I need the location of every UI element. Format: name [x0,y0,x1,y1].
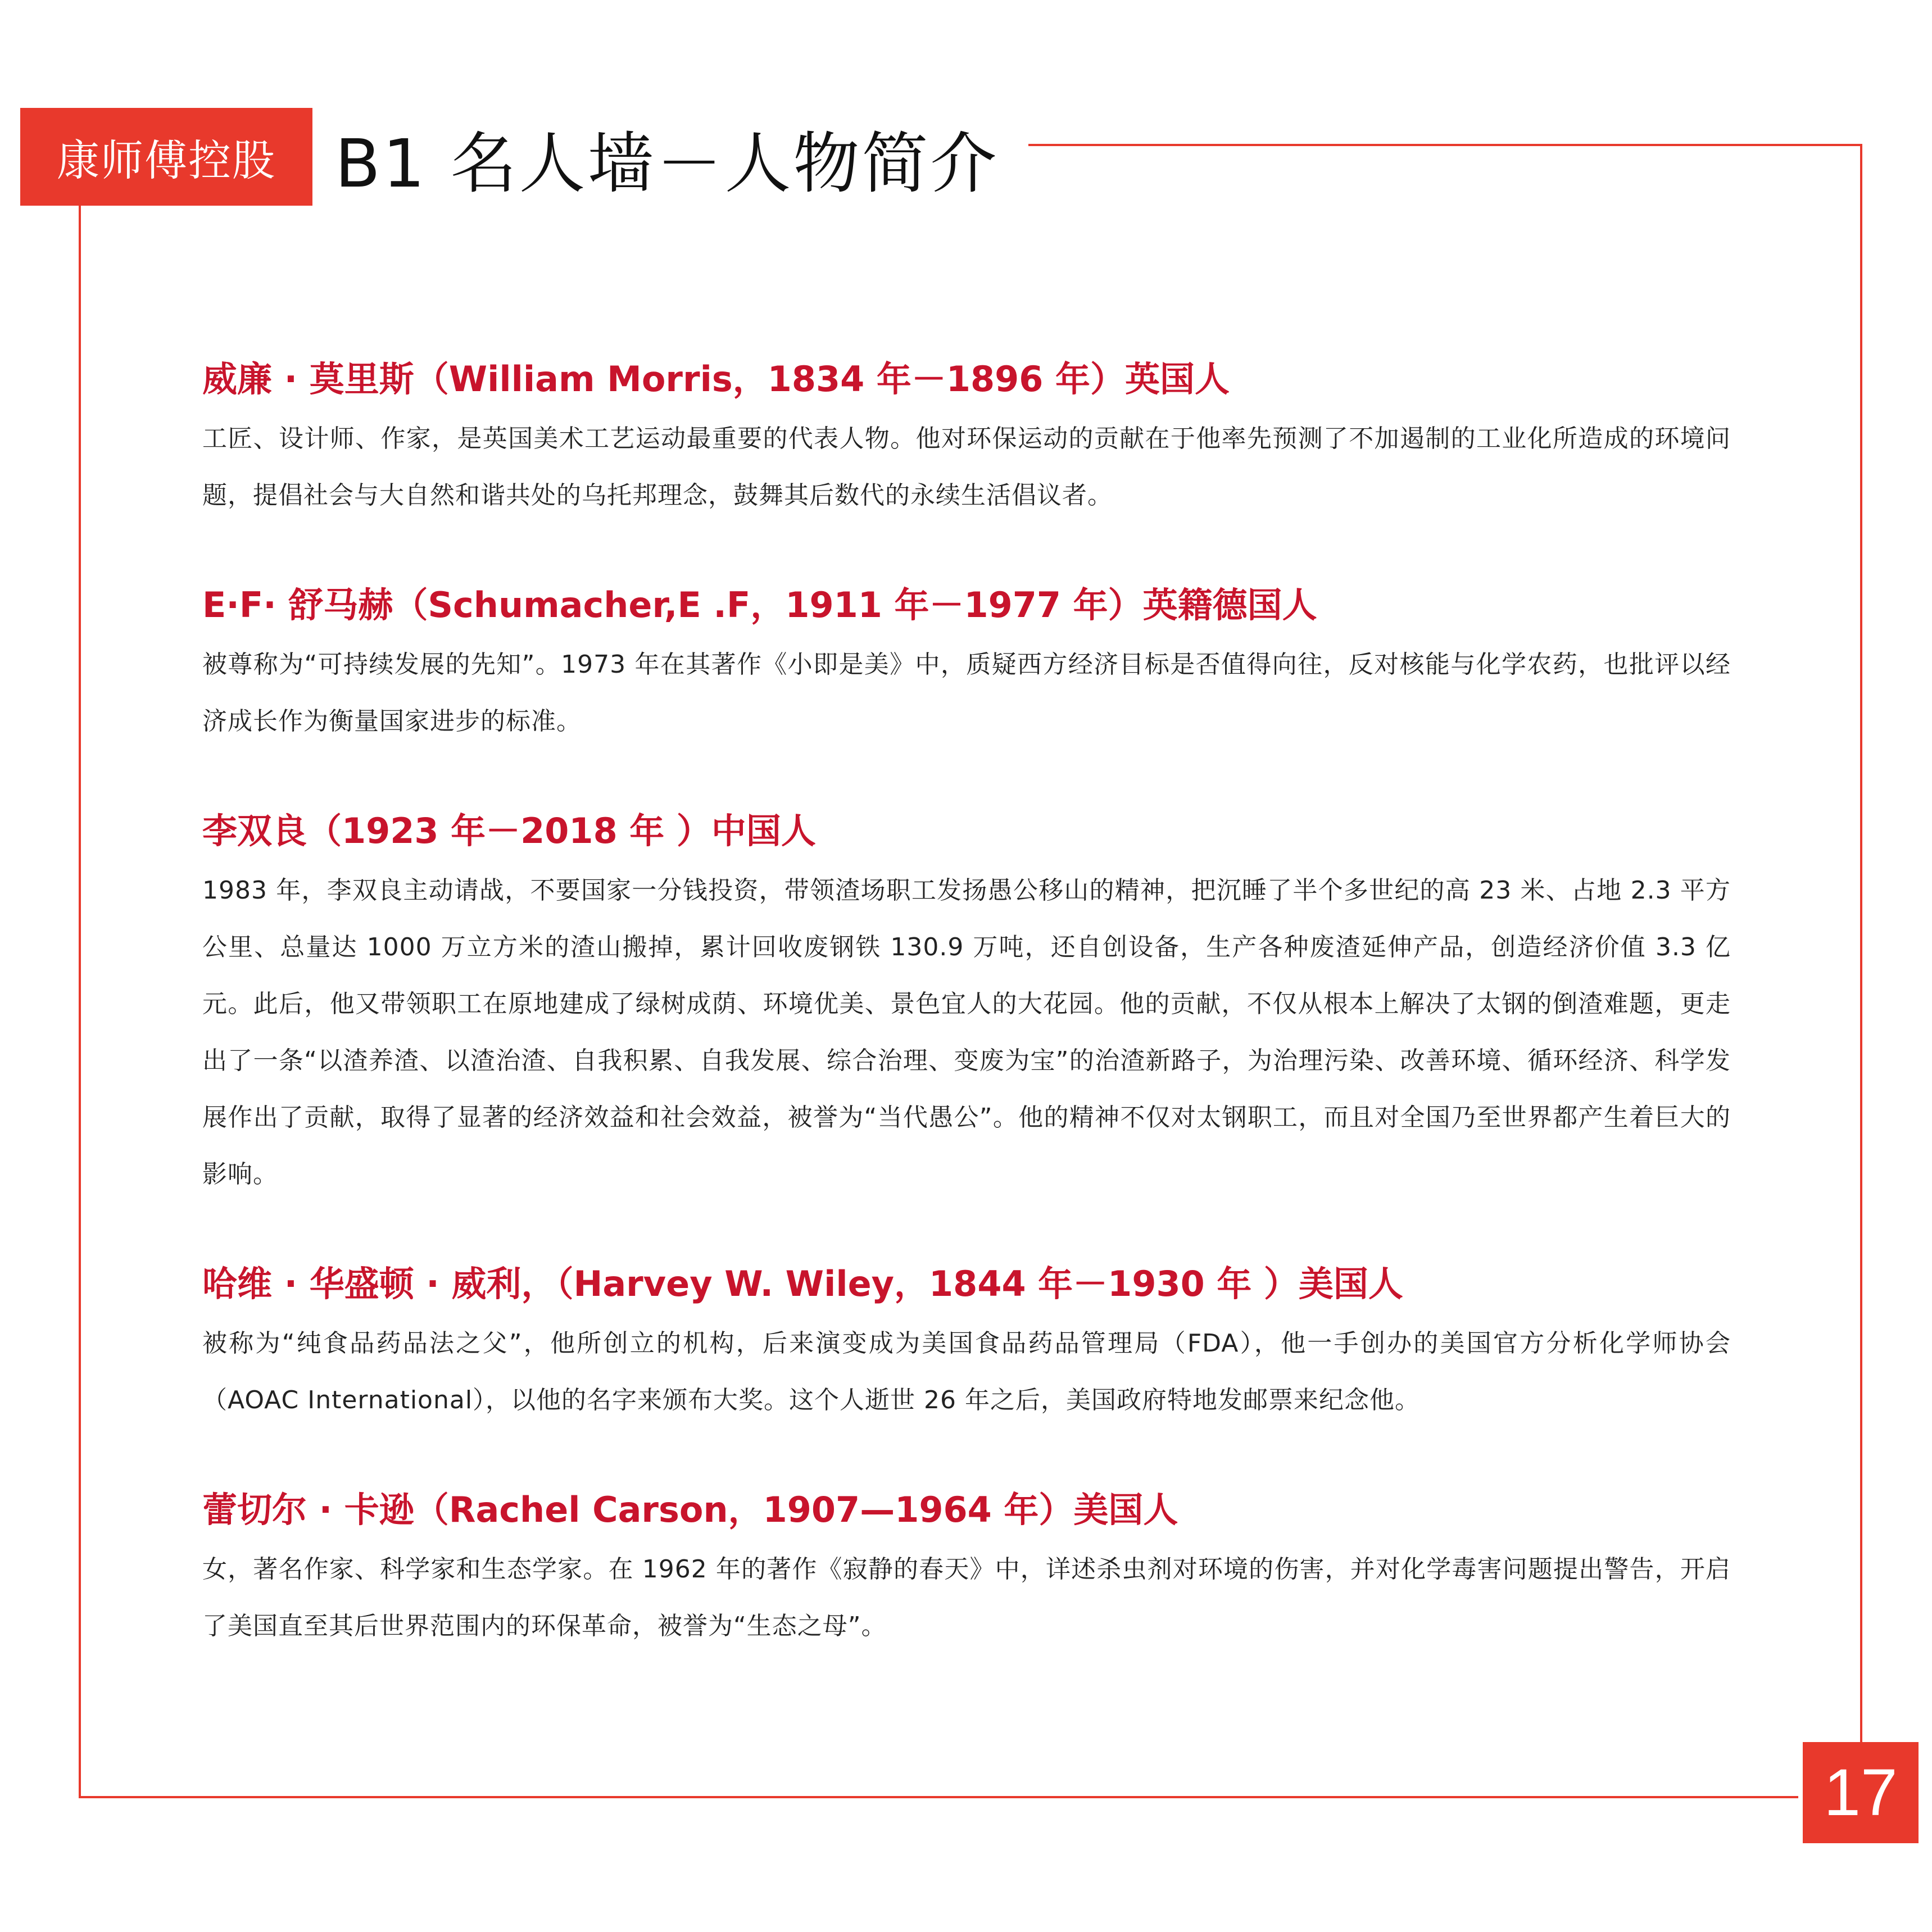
frame-top-line [1028,144,1862,146]
person-entry [202,800,1731,1203]
frame-left-line [79,206,81,1798]
person-entry [202,574,1731,750]
person-entry [202,1479,1731,1654]
person-body: 1983 年，李双良主动请战，不要国家一分钱投资，带领渣场职工发扬愚公移山的精神，把沉睡了半个多世纪的高 23 米、占地 2.3 平方公里、总量达 1000 万立方米的渣山搬掉，累计回收废钢铁 130.9 万吨，还自创设备，生产各种废渣延伸产品，创造经济价值 3.3 亿元。此后，他又带领职工在原地建成了绿树成荫、环境优美、景色宜人的大花园。他的贡献，不仅从根本上解决了太钢的倒渣难题，更走出了一条“以渣养渣、以渣治渣、自我积累、自我发展、综合治理、变废为宝”的治渣新路子，为治理污染、改善环境、循环经济、科学发展作出了贡献，取得了显著的经济效益和社会效益，被誉为“当代愚公”。他的精神不仅对太钢职工，而且对全国乃至世界都产生着巨大的影响。 [202,876,1731,1189]
frame-right-line [1860,144,1862,1774]
person-body: 被称为“纯食品药品法之父”，他所创立的机构，后来演变成为美国食品药品管理局（FDA），他一手创办的美国官方分析化学师协会（AOAC International），以他的名字来颁布大奖。这个人逝世 26 年之后，美国政府特地发邮票来纪念他。 [202,1329,1731,1414]
brand-name: 康师傅控股 [57,135,276,185]
person-body: 工匠、设计师、作家，是英国美术工艺运动最重要的代表人物。他对环保运动的贡献在于他率先预测了不加遏制的工业化所造成的环境问题，提倡社会与大自然和谐共处的乌托邦理念，鼓舞其后数代的永续生活倡议者。 [202,424,1731,510]
person-heading: 哈维 · 华盛顿 · 威利，（Harvey W. Wiley，1844 年－1930 年 ）美国人 [202,1263,1403,1304]
brand-badge [20,108,312,206]
person-heading: 蕾切尔 · 卡逊（Rachel Carson，1907—1964 年）美国人 [202,1489,1178,1530]
person-heading: 威廉 · 莫里斯（William Morris，1834 年－1896 年）英国人 [202,359,1230,400]
person-entry [202,348,1731,524]
frame-bottom-line [79,1796,1798,1798]
page-title: B1 名人墙－人物简介 [335,125,999,202]
biography-list [202,348,1731,1705]
person-entry [202,1253,1731,1428]
person-body: 被尊称为“可持续发展的先知”。1973 年在其著作《小即是美》中，质疑西方经济目标是否值得向往，反对核能与化学农药，也批评以经济成长作为衡量国家进步的标准。 [202,650,1731,736]
page-number: 17 [1824,1756,1898,1830]
page-number-badge [1803,1742,1919,1843]
person-body: 女，著名作家、科学家和生态学家。在 1962 年的著作《寂静的春天》中，详述杀虫剂对环境的伤害，并对化学毒害问题提出警告，开启了美国直至其后世界范围内的环保革命，被誉为“生态之母”。 [202,1555,1731,1640]
person-heading: E·F· 舒马赫（Schumacher,E .F，1911 年－1977 年）英籍德国人 [202,584,1317,625]
person-heading: 李双良（1923 年－2018 年 ）中国人 [202,810,816,851]
